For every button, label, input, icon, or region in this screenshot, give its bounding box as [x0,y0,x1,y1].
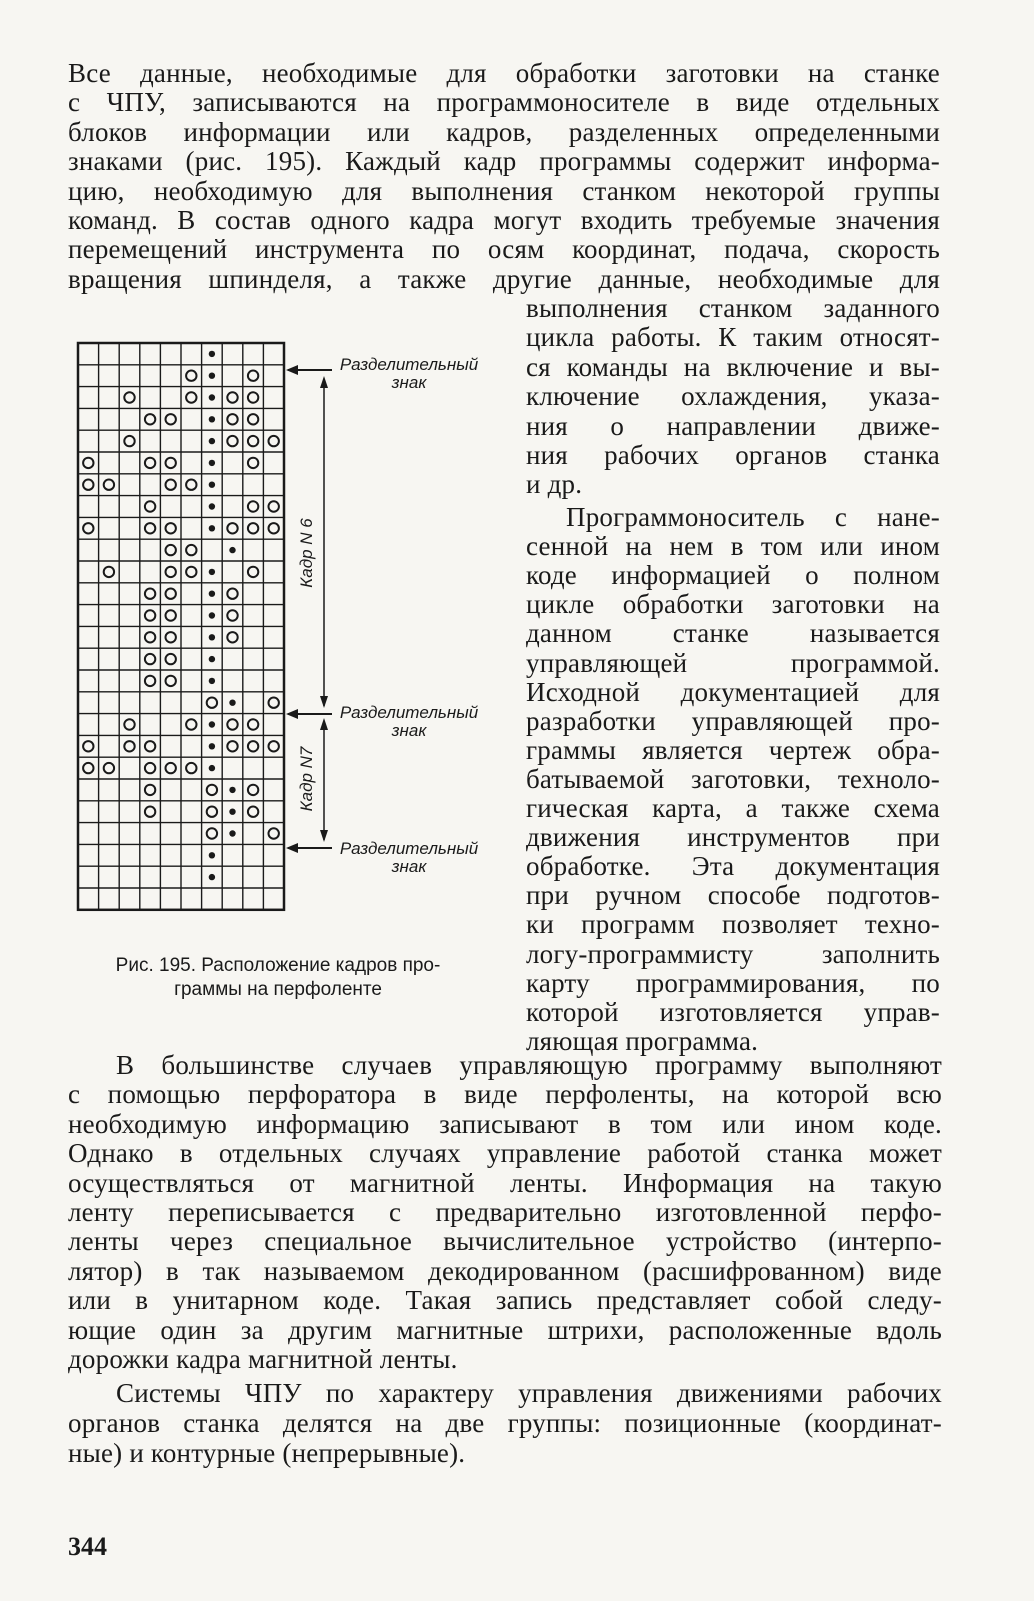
punched-hole [227,610,237,620]
figure-caption-line1: Рис. 195. Расположение кадров про- [115,955,441,976]
arrow-head-2 [286,709,298,719]
punched-hole [227,632,237,642]
p1-line: перемещений инструмента по осям координат, подача, скорость [68,234,940,265]
punched-hole [124,741,134,751]
punched-hole [227,719,237,729]
sprocket-hole [209,525,215,531]
punched-hole [248,458,258,468]
p1-line: знаками (рис. 195). Каждый кадр программы содержит информа- [68,146,940,177]
sprocket-hole [209,482,215,488]
sprocket-hole [209,656,215,662]
p2-line: ки программ позволяет техно- [526,909,940,940]
sprocket-hole [209,438,215,444]
sprocket-hole [229,830,235,836]
punched-hole [166,763,176,773]
punched-hole [248,785,258,795]
punched-hole [248,436,258,446]
separator-label-2 [334,704,484,740]
p1-line: ния о направлении движе- [526,410,940,441]
punched-hole [145,458,155,468]
punched-hole [83,523,93,533]
separator-label-2-line2: знак [391,721,427,740]
p2-line: которой изготовляется управ- [526,996,940,1027]
punched-hole [145,741,155,751]
separator-label-1-line2: знак [391,373,427,392]
p2-line: разработки управляющей про- [526,705,940,736]
punched-hole [248,741,258,751]
p1-line: с ЧПУ, записываются на программоносителе в виде отдельных [68,87,940,118]
punched-hole [248,567,258,577]
punched-hole [269,523,279,533]
p1-line: команд. В состав одного кадра могут входить требуемые значения [68,205,940,235]
sprocket-hole [229,809,235,815]
p3-line: необходимую информацию записывают в том или ином коде. [68,1108,942,1139]
punched-hole [145,523,155,533]
p2-line: цикле обработки заготовки на [526,589,940,620]
punched-hole [145,807,155,817]
p2-line: при ручном способе подготов- [526,880,940,911]
punched-hole [269,501,279,511]
punched-hole [186,480,196,490]
sprocket-hole [209,569,215,575]
punched-hole [166,654,176,664]
frame-7-label: Кадр N7 [297,746,316,812]
punched-hole [186,371,196,381]
punched-hole [207,698,217,708]
punched-hole [227,414,237,424]
p4-line: Системы ЧПУ по характеру управления движениями рабочих [116,1378,942,1408]
punched-hole [248,501,258,511]
punched-hole [248,523,258,533]
punched-hole [269,436,279,446]
punched-hole [166,589,176,599]
punched-hole [166,610,176,620]
punched-hole [227,589,237,599]
punched-hole [83,763,93,773]
punched-hole [83,480,93,490]
punched-hole [166,480,176,490]
punched-hole [166,545,176,555]
p2-line: обработке. Эта документация [526,851,940,882]
p1-line: ся команды на включение и вы- [526,351,940,382]
punched-hole [104,480,114,490]
punched-hole [186,567,196,577]
frame-6-label: Кадр N 6 [297,518,316,588]
p3-line: Однако в отдельных случаях управление работой станка может [68,1138,942,1169]
punched-hole [145,589,155,599]
punched-hole [83,741,93,751]
punched-hole [145,676,155,686]
punched-hole [145,610,155,620]
p3-line: или в унитарном коде. Такая запись представляет собой следу- [68,1285,942,1316]
sprocket-hole [229,547,235,553]
sprocket-hole [209,460,215,466]
punched-hole [83,458,93,468]
p3-line: лятор) в так называемом декодированном (расшифрованном) виде [68,1255,942,1286]
p3-line: ленты через специальное вычислительное устройство (интерпо- [68,1226,942,1257]
p3-line: ленту переписывается с предварительно изготовленной перфо- [68,1197,942,1227]
p2-line: сенной на нем в том или ином [526,531,940,562]
sprocket-hole [209,612,215,618]
p2-line: Программоноситель с нане- [566,502,940,532]
p1-line: блоков информации или кадров, разделенных определенными [68,116,940,147]
separator-label-3 [334,840,484,876]
sprocket-hole [209,503,215,509]
p1-line: цикла работы. К таким относят- [526,322,940,353]
punched-hole [207,807,217,817]
punched-hole [248,414,258,424]
p2-line: коде информацией о полном [526,560,940,591]
sprocket-hole [209,416,215,422]
punched-hole [186,719,196,729]
punched-hole [248,392,258,402]
p1-line: вращения шпинделя, а также другие данные, необходимые для [68,263,940,294]
punched-hole [166,523,176,533]
frame-6-bottom-arrow [320,696,328,708]
p2-line: Исходной документацией для [526,676,940,707]
arrow-head-1 [286,365,298,375]
sprocket-hole [209,394,215,400]
punched-hole [186,392,196,402]
frame-7-bottom-arrow [320,830,328,842]
p3-line: ющие один за другим магнитные штрихи, расположенные вдоль [68,1314,942,1345]
punched-hole [227,741,237,751]
punched-hole [207,785,217,795]
separator-label-3-line2: знак [391,857,427,876]
arrow-head-3 [286,843,298,853]
sprocket-hole [209,351,215,357]
separator-label-1-line1: Разделительный [339,355,479,374]
punched-hole [227,436,237,446]
punched-hole [145,501,155,511]
sprocket-hole [209,373,215,379]
p2-line: ляющая программа. [526,1025,759,1056]
punched-hole [269,741,279,751]
frame-7-top-arrow [320,718,328,730]
p2-line: управляющей программой. [526,647,940,678]
p1-line: ния рабочих органов станка [526,440,940,470]
punched-hole [145,785,155,795]
sprocket-hole [209,852,215,858]
p3-line: с помощью перфоратора в виде перфоленты, на которой всю [68,1079,942,1110]
p1-line: и др. [526,469,583,500]
figure-caption [68,954,488,1002]
punched-hole [124,436,134,446]
sprocket-hole [209,591,215,597]
separator-label-1 [334,356,484,392]
punched-hole [248,807,258,817]
punched-hole [145,632,155,642]
punched-hole [248,371,258,381]
sprocket-hole [209,765,215,771]
sprocket-hole [209,634,215,640]
punched-hole [104,567,114,577]
sprocket-hole [229,787,235,793]
punched-hole [104,763,114,773]
punched-hole [207,828,217,838]
p2-line: движения инструментов при [526,822,940,853]
punched-hole [227,392,237,402]
sprocket-hole [209,678,215,684]
punched-hole [248,719,258,729]
separator-label-2-line1: Разделительный [339,703,479,722]
p2-line: логу-программисту заполнить [526,938,940,969]
punched-hole [145,414,155,424]
punched-hole [145,763,155,773]
punched-hole [269,828,279,838]
page-number: 344 [68,1532,107,1561]
p1-line: ключение охлаждения, указа- [526,381,940,412]
p3-line: осуществляться от магнитной ленты. Информация на такую [68,1167,942,1198]
figure-caption-line2: граммы на перфоленте [174,979,382,1000]
punched-hole [227,523,237,533]
sprocket-hole [229,700,235,706]
punched-hole [166,414,176,424]
punched-hole [166,458,176,468]
punched-hole [166,567,176,577]
sprocket-hole [209,743,215,749]
punched-hole [166,676,176,686]
p2-line: гическая карта, а также схема [526,793,940,823]
punched-hole [186,763,196,773]
sprocket-hole [209,721,215,727]
p4-line: ные) и контурные (непрерывные). [68,1438,466,1468]
p1-line: Все данные, необходимые для обработки заготовки на станке [68,58,940,88]
p2-line: граммы является чертеж обра- [526,734,940,765]
punched-hole [145,654,155,664]
sprocket-hole [209,874,215,880]
punched-hole [166,632,176,642]
p4-line: органов станка делятся на две группы: позиционные (координат- [68,1408,942,1438]
p1-line: выполнения станком заданного [526,293,940,323]
separator-label-3-line1: Разделительный [339,839,479,858]
punched-hole [124,392,134,402]
punched-tape-diagram [74,337,294,917]
p3-line: дорожки кадра магнитной ленты. [68,1344,458,1374]
p2-line: данном станке называется [526,618,940,649]
p2-line: карту программирования, по [526,967,940,998]
frame-6-top-arrow [320,376,328,388]
p3-line: В большинстве случаев управляющую программу выполняют [116,1050,942,1080]
punched-hole [269,698,279,708]
p2-line: батываемой заготовки, техноло- [526,763,940,794]
punched-hole [186,545,196,555]
p1-line: цию, необходимую для выполнения станком некоторой группы [68,175,940,206]
punched-hole [124,719,134,729]
